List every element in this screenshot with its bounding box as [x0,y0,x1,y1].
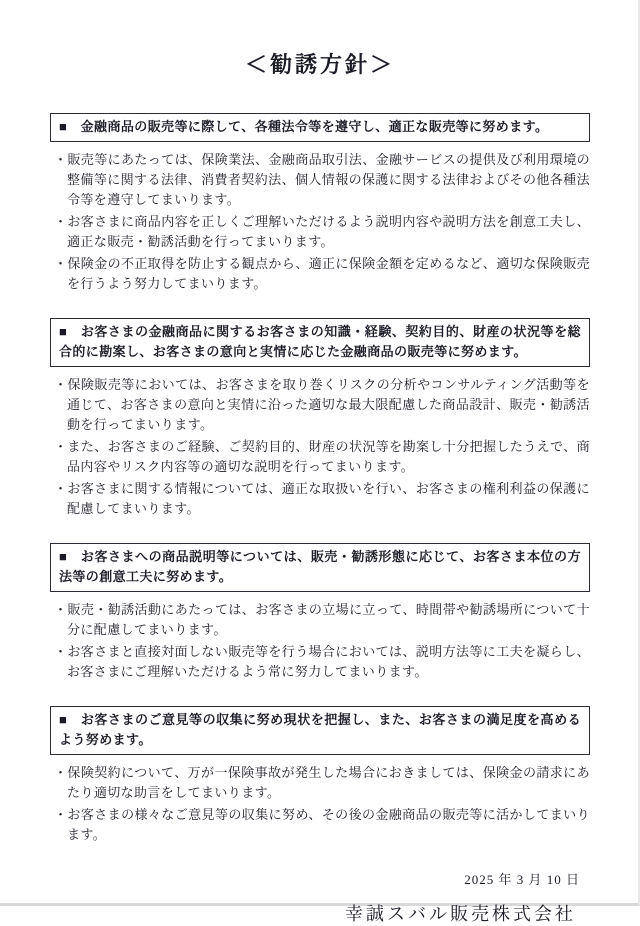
policy-bullet: ・販売等にあたっては、保険業法、金融商品取引法、金融サービスの提供及び利用環境の整備等に関する法律、消費者契約法、個人情報の保護に関する法律およびその他各種法令等を遵守してまいります。 [54,152,591,207]
policy-bullet: ・お客さまと直接対面しない販売等を行う場合においては、説明方法等に工夫を凝らし、お客さまにご理解いただけるよう常に努力してまいります。 [54,644,591,679]
policy-bullet: ・お客さまに関する情報については、適正な取扱いを行い、お客さまの権利利益の保護に配慮してまいります。 [54,481,590,516]
policy-heading-box [50,543,590,592]
policy-heading: ■ お客さまへの商品説明等については、販売・勧誘形態に応じて、お客さま本位の方法等の創意工夫に努めます。 [59,549,581,584]
policy-heading-box [50,113,590,142]
policy-bullet-list [50,600,590,682]
policy-heading: ■ 金融商品の販売等に際して、各種法令等を遵守し、適正な販売等に努めます。 [59,119,549,134]
policy-section-4 [50,706,590,845]
policy-bullet-list [50,375,590,519]
policy-section-1 [50,113,590,294]
document-date: 2025 年 3 月 10 日 [464,872,580,887]
policy-heading-box [50,318,590,367]
policy-heading: ■ お客さまの金融商品に関するお客さまの知識・経験、契約目的、財産の状況等を総合的に勘案し、お客さまの意向と実情に応じた金融商品の販売等に努めます。 [59,324,581,359]
policy-bullet: ・保険販売等においては、お客さまを取り巻くリスクの分析やコンサルティング活動等を通じて、お客さまの意向と実情に沿った適切な最大限配慮した商品設計、販売・勧誘活動を行ってまいります。 [54,377,590,432]
page-title: ＜勧誘方針＞ [244,52,395,77]
policy-bullet: ・また、お客さまのご経験、ご契約目的、財産の状況等を勘案し十分把握したうえで、商品内容やリスク内容等の適切な説明を行ってまいります。 [54,439,590,474]
policy-bullet: ・お客さまの様々なご意見等の収集に努め、その後の金融商品の販売等に活かしてまいります。 [54,807,590,842]
policy-bullet: ・保険金の不正取得を防止する観点から、適正に保険金額を定めるなど、適切な保険販売を行うよう努力してまいります。 [54,256,591,291]
policy-bullet: ・販売・勧誘活動にあたっては、お客さまの立場に立って、時間帯や勧誘場所について十分に配慮してまいります。 [54,602,590,637]
policy-section-3 [50,543,590,682]
policy-bullet-list [50,150,590,294]
policy-heading: ■ お客さまのご意見等の収集に努め現状を把握し、また、お客さまの満足度を高めるよう努めます。 [59,712,581,747]
policy-bullet-list [50,763,590,845]
policy-heading-box [50,706,590,755]
policy-section-2 [50,318,590,519]
company-name: 幸誠スバル販売株式会社 [345,904,576,924]
policy-bullet: ・保険契約について、万が一保険事故が発生した場合におきましては、保険金の請求にあたり適切な助言をしてまいります。 [54,765,590,800]
policy-bullet: ・お客さまに商品内容を正しくご理解いただけるよう説明内容や説明方法を創意工夫し、適正な販売・勧誘活動を行ってまいります。 [54,214,591,249]
